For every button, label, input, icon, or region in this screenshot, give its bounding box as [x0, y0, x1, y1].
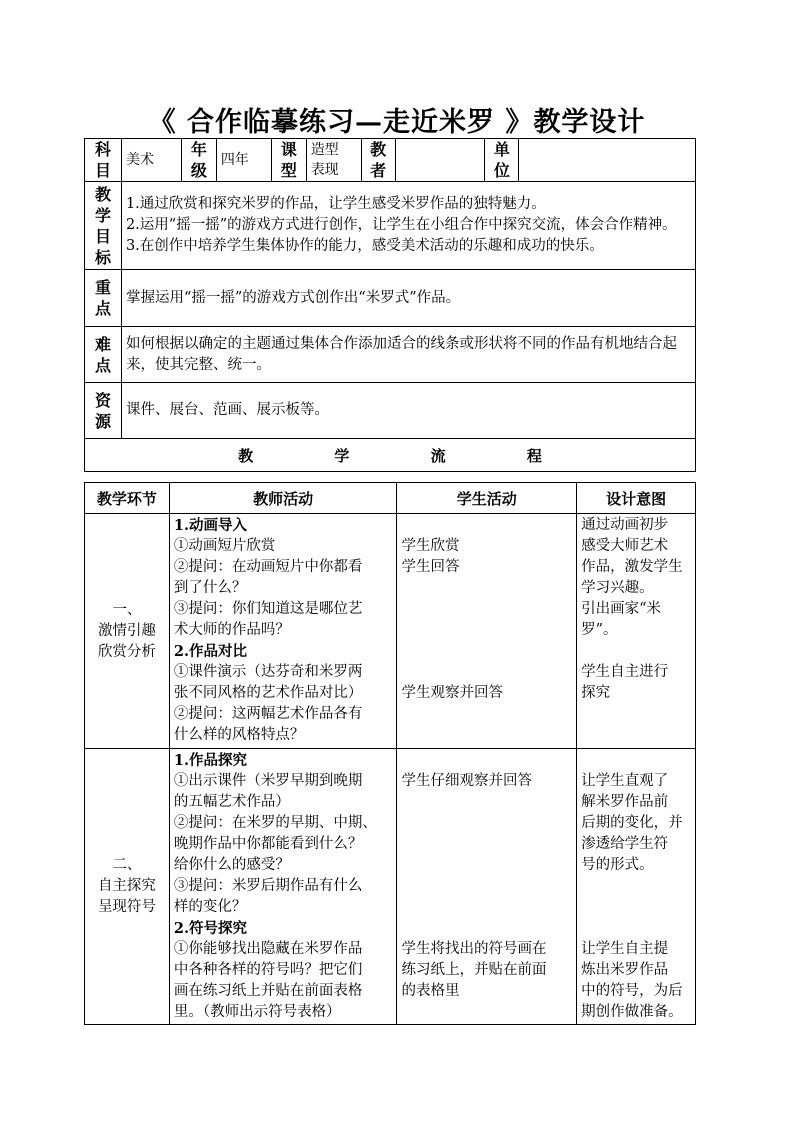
stage-name-line: 欣赏分析 — [97, 643, 156, 660]
activity-line: ①动画短片欣赏 — [173, 538, 276, 554]
col-header-student: 学生活动 — [397, 483, 577, 514]
intent-line: 通过动画初步 — [581, 517, 669, 533]
activity-subtitle: 2.符号探究 — [173, 920, 248, 937]
activity-line: ②提问：在米罗的早期、中期、 — [173, 815, 377, 831]
activity-line: 里。（教师出示符号表格） — [173, 1004, 341, 1020]
activity-line: ③提问：你们知道这是哪位艺 — [173, 601, 363, 617]
intent-line: 中的符号，为后 — [581, 983, 683, 999]
activity-line: ①出示课件（米罗早期到晚期 — [173, 773, 363, 789]
difficulty-label — [85, 327, 122, 383]
intent-line: 让学生直观了 — [581, 773, 669, 789]
student-line: 的表格里 — [401, 983, 460, 999]
goals-label-text: 教学目标 — [94, 184, 111, 267]
unit-value — [519, 139, 696, 182]
teacher-label-text: 教者 — [370, 140, 387, 180]
type-label — [271, 139, 306, 182]
col-header-teacher: 教师活动 — [169, 483, 397, 514]
type-value — [306, 139, 361, 182]
difficulty-label-text: 难点 — [94, 334, 111, 375]
activity-line: 张不同风格的艺术作品对比） — [173, 685, 363, 701]
stage-1-teacher-activity — [169, 514, 397, 749]
stage-1-design-intent — [577, 514, 696, 749]
intent-line: 学习兴趣。 — [581, 580, 654, 596]
activity-line: 画在练习纸上并贴在前面表格 — [173, 983, 363, 999]
col-header-intent: 设计意图 — [577, 483, 696, 514]
goals-label — [85, 182, 122, 270]
stage-name-line: 呈现符号 — [97, 899, 156, 915]
key-point-label — [85, 270, 122, 327]
intent-line: 让学生自主提 — [581, 941, 669, 957]
stage-2-name — [85, 749, 170, 1025]
activity-subtitle: 2.作品对比 — [173, 643, 248, 660]
resources-label-text: 资源 — [94, 390, 111, 431]
flow-band-char: 流 — [430, 446, 446, 465]
flow-band-char: 程 — [526, 446, 542, 465]
unit-label-text: 单位 — [493, 140, 510, 180]
teacher-value — [395, 139, 485, 182]
activity-subtitle: 1.动画导入 — [173, 517, 248, 534]
intent-line: 罗”。 — [581, 622, 618, 638]
unit-label — [485, 139, 519, 182]
resources-text: 课件、展台、范画、展示板等。 — [121, 383, 695, 439]
activity-line: 术大师的作品吗？ — [173, 622, 290, 638]
activity-line: 样的变化？ — [173, 899, 247, 915]
teacher-label — [361, 139, 395, 182]
goal-item: 2.运用“摇一摇”的游戏方式进行创作，让学生在小组合作中探究交流，体会合作精神。 — [125, 217, 677, 233]
intent-line: 引出画家“米 — [581, 601, 662, 617]
student-line: 学生欣赏 — [401, 538, 460, 554]
key-point-text: 掌握运用“摇一摇”的游戏方式创作出“米罗式”作品。 — [121, 270, 695, 327]
grade-label — [181, 139, 216, 182]
subject-value: 美术 — [121, 139, 181, 182]
student-line: 学生将找出的符号画在 — [401, 941, 547, 957]
activity-line: 什么样的风格特点？ — [173, 727, 305, 743]
flow-band-char: 教 — [238, 446, 254, 465]
intent-line: 学生自主进行 — [581, 664, 669, 680]
stage-2-teacher-activity — [169, 749, 397, 1025]
stage-name-line: 激情引趣 — [97, 622, 156, 639]
activity-line: ①你能够找出隐藏在米罗作品 — [173, 941, 363, 957]
stage-name-line: 二、 — [112, 857, 142, 873]
intent-line: 感受大师艺术 — [581, 538, 669, 554]
activity-line: 到了什么？ — [173, 580, 247, 596]
activity-line: ②提问：这两幅艺术作品各有 — [173, 706, 363, 722]
type-value-text: 造型表现 — [310, 142, 339, 178]
page-title: 《 合作临摹练习—走近米罗 》教学设计 — [148, 107, 646, 138]
stage-name-line: 一、 — [112, 601, 142, 618]
difficulty-text: 如何根据以确定的主题通过集体合作添加适合的线条或形状将不同的作品有机地结合起来，使其完整、统一。 — [121, 327, 695, 383]
activity-subtitle: 1.作品探究 — [173, 752, 248, 769]
student-line: 练习纸上，并贴在前面 — [401, 962, 547, 978]
flow-band-char: 学 — [334, 446, 350, 465]
intent-line: 炼出米罗作品 — [581, 962, 669, 978]
activity-line: 中各种各样的符号吗？把它们 — [173, 962, 363, 978]
subject-label-text: 科目 — [94, 140, 111, 180]
activity-line: ③提问：米罗后期作品有什么 — [173, 878, 363, 894]
activity-line: 晚期作品中你都能看到什么？ — [173, 836, 363, 852]
activity-line: 的五幅艺术作品） — [173, 794, 290, 810]
resources-label — [85, 383, 122, 439]
intent-line: 渗透给学生符 — [581, 836, 669, 852]
student-line: 学生观察并回答 — [401, 685, 503, 701]
lesson-info-table — [84, 138, 696, 472]
stage-2-student-activity — [397, 749, 577, 1025]
intent-line: 号的形式。 — [581, 857, 654, 873]
type-label-text: 课型 — [280, 140, 297, 180]
student-line: 学生仔细观察并回答 — [401, 773, 532, 789]
intent-line: 探究 — [581, 685, 611, 701]
stage-name-line: 自主探究 — [97, 878, 156, 894]
activity-line: 给你什么的感受？ — [173, 857, 290, 873]
goal-item: 1.通过欣赏和探究米罗的作品，让学生感受米罗作品的独特魅力。 — [125, 196, 546, 212]
subject-label — [85, 139, 122, 182]
intent-line: 期创作做准备。 — [581, 1004, 683, 1020]
activity-line: ②提问：在动画短片中你都看 — [173, 559, 363, 575]
teaching-flow-table — [84, 482, 696, 1025]
intent-line: 解米罗作品前 — [581, 794, 669, 810]
stage-2-design-intent — [577, 749, 696, 1025]
flow-band-title — [85, 439, 696, 472]
intent-line: 后期的变化，并 — [581, 815, 683, 831]
grade-value: 四年 — [216, 139, 271, 182]
intent-line: 作品，激发学生 — [581, 559, 683, 575]
goal-item: 3.在创作中培养学生集体协作的能力，感受美术活动的乐趣和成功的快乐。 — [125, 238, 604, 254]
grade-label-text: 年级 — [190, 140, 207, 180]
stage-1-name — [85, 514, 170, 749]
activity-line: ①课件演示（达芬奇和米罗两 — [173, 664, 363, 680]
stage-1-student-activity — [397, 514, 577, 749]
col-header-stage: 教学环节 — [85, 483, 170, 514]
goals-content — [121, 182, 695, 270]
student-line: 学生回答 — [401, 559, 460, 575]
key-point-label-text: 重点 — [94, 278, 111, 318]
